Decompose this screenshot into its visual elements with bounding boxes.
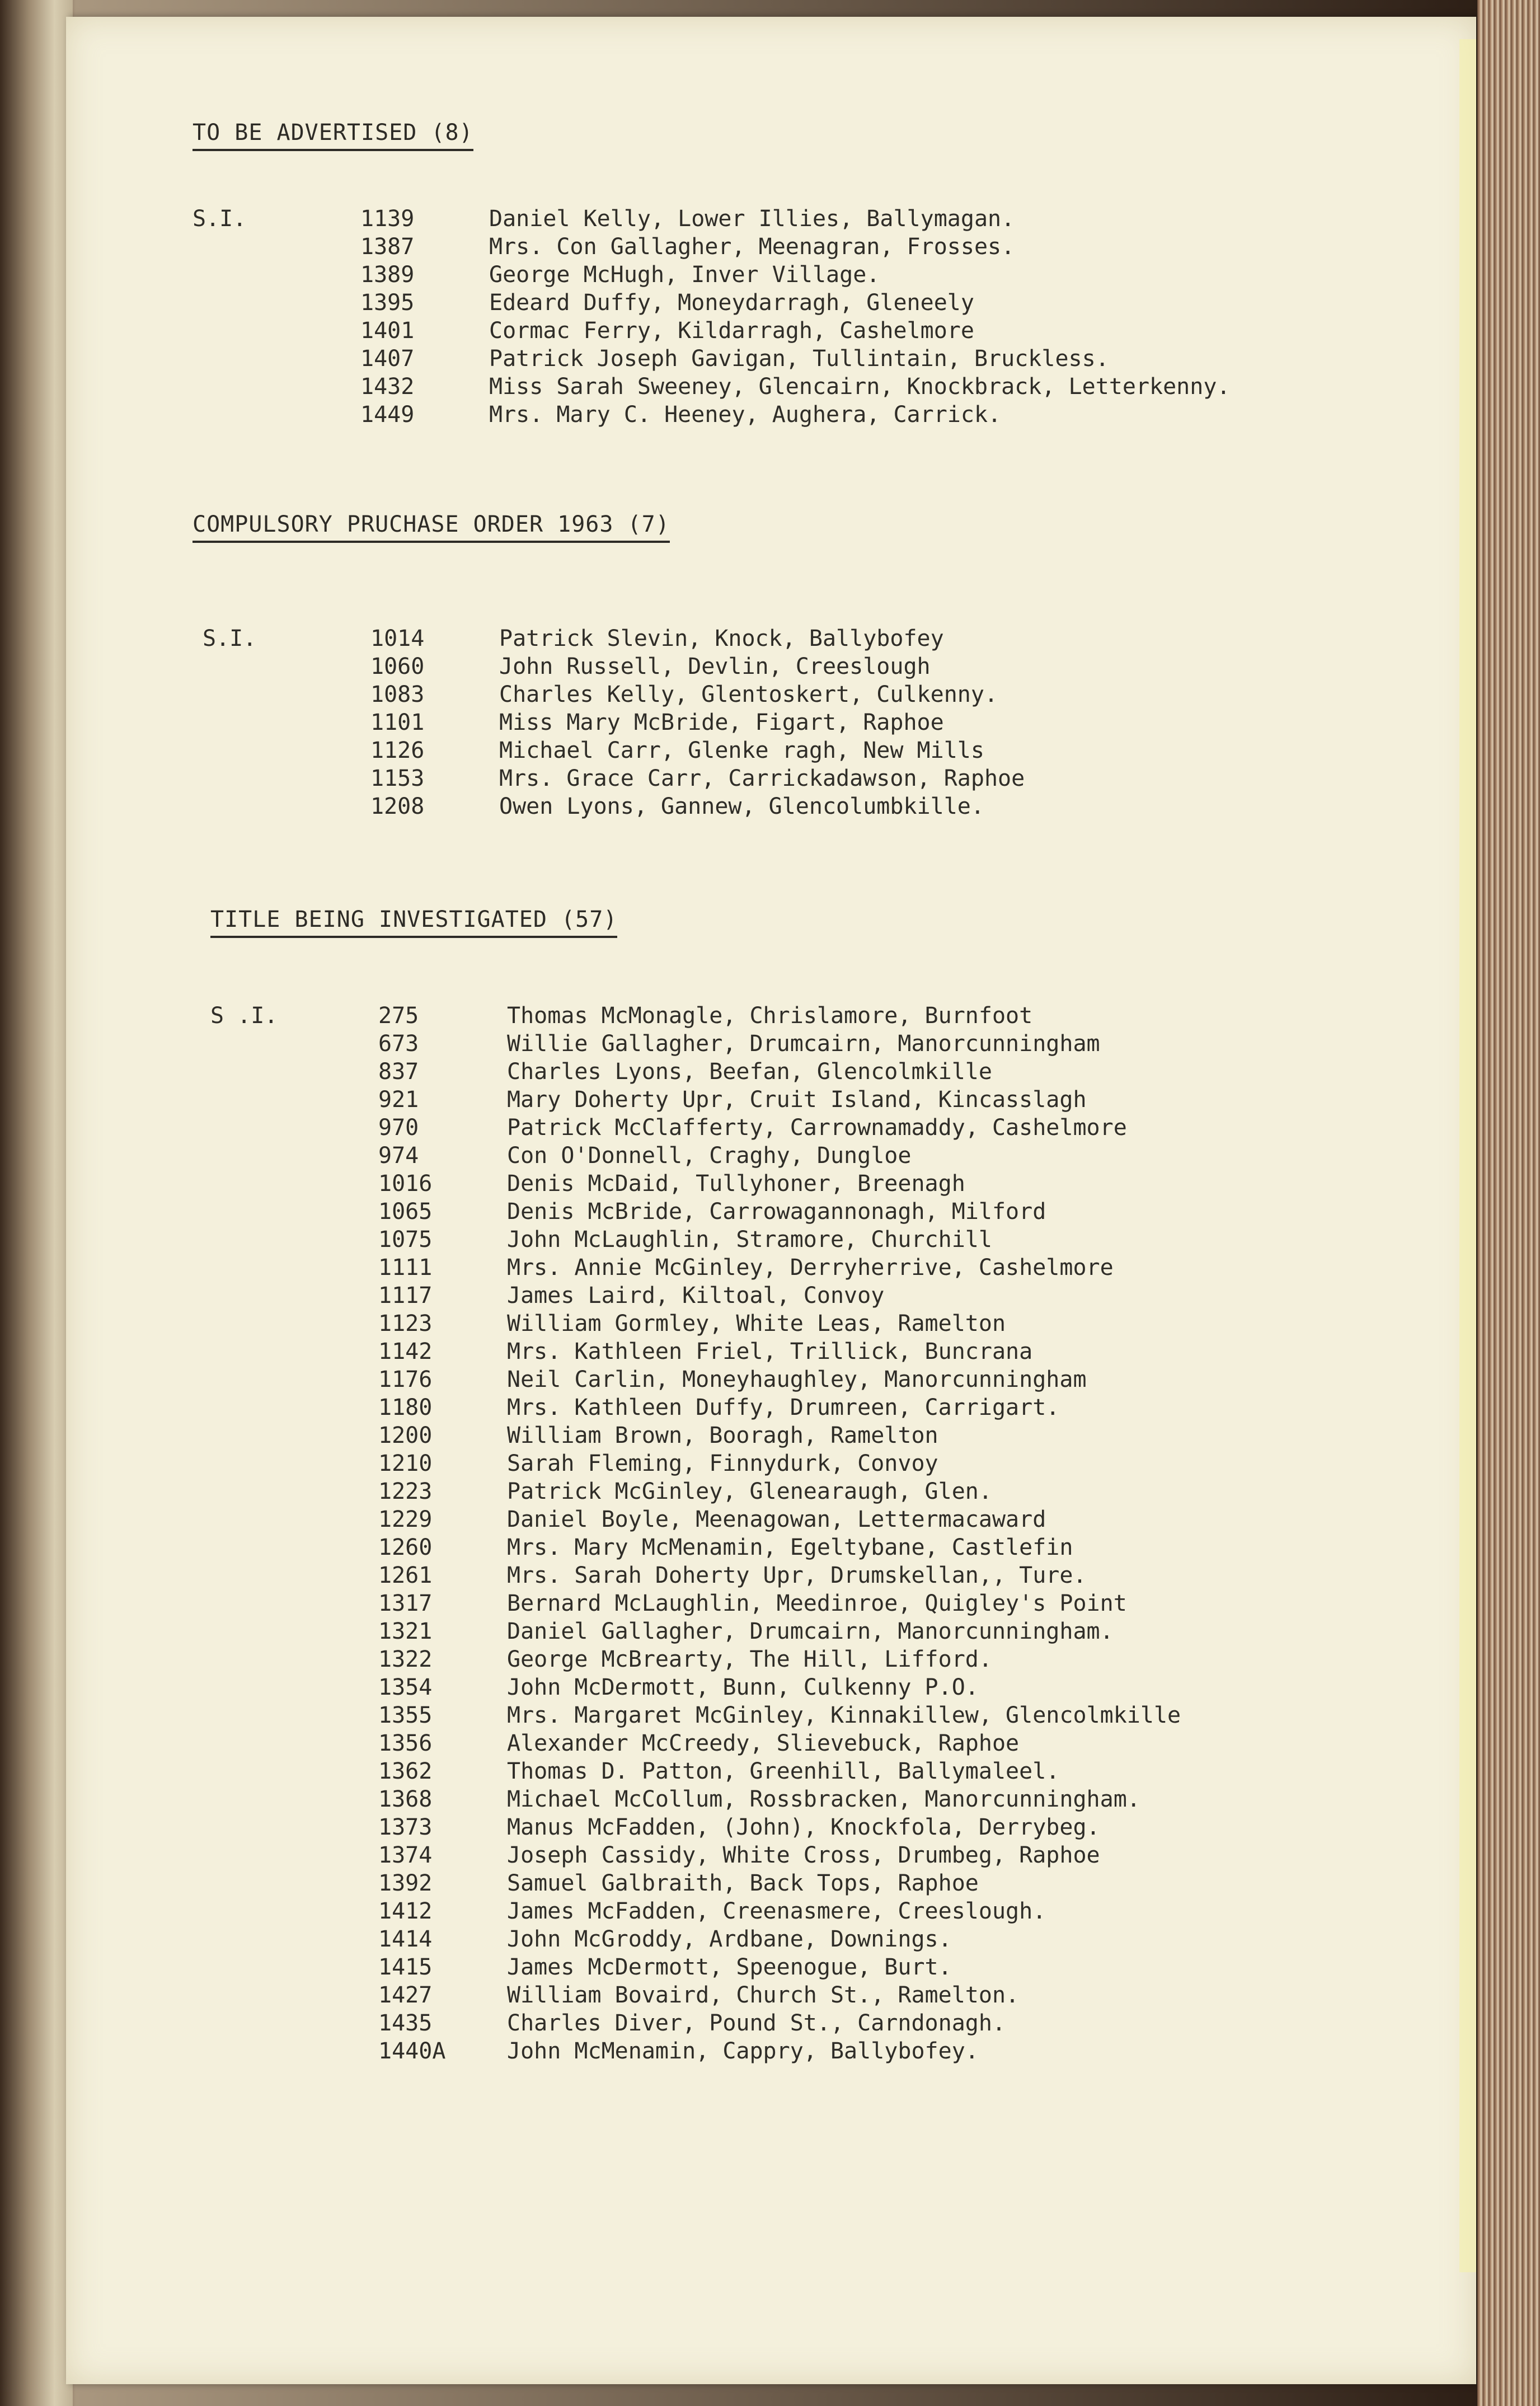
- entry-number: 1111: [378, 1255, 433, 1281]
- entry-number: 1412: [378, 1898, 433, 1924]
- list-item: [203, 681, 1434, 709]
- entry-name-address: Cormac Ferry, Kildarragh, Cashelmore: [489, 318, 974, 344]
- entry-number: 837: [378, 1059, 419, 1085]
- list-item: [210, 1030, 1442, 1058]
- list-item: [210, 1701, 1442, 1729]
- list-title-being-investigated: [210, 1002, 1442, 2065]
- entry-number: 1392: [378, 1870, 433, 1896]
- entry-name-address: Daniel Kelly, Lower Illies, Ballymagan.: [489, 206, 1015, 232]
- list-item: [210, 1981, 1442, 2009]
- entry-name-address: George McHugh, Inver Village.: [489, 262, 880, 288]
- entry-number: 970: [378, 1115, 419, 1141]
- list-item: [210, 1310, 1442, 1338]
- list-compulsory-purchase-order: [203, 625, 1434, 820]
- list-item: [210, 1058, 1442, 1086]
- entry-name-address: John McDermott, Bunn, Culkenny P.O.: [507, 1675, 979, 1700]
- entry-number: 1317: [378, 1591, 433, 1616]
- entry-number: 1180: [378, 1395, 433, 1420]
- entry-number: 1321: [378, 1619, 433, 1644]
- list-item: [203, 625, 1434, 653]
- entry-name-address: Michael McCollum, Rossbracken, Manorcunningham.: [507, 1786, 1140, 1812]
- list-item: [192, 205, 1424, 233]
- entry-name-address: Thomas D. Patton, Greenhill, Ballymaleel.: [507, 1758, 1060, 1784]
- entry-name-address: Mrs. Mary C. Heeney, Aughera, Carrick.: [489, 402, 1002, 428]
- entry-number: 1083: [370, 682, 425, 707]
- list-item: [210, 1170, 1442, 1198]
- entry-name-address: Mrs. Kathleen Friel, Trillick, Buncrana: [507, 1339, 1033, 1364]
- entry-name-address: John Russell, Devlin, Creeslough: [499, 654, 931, 679]
- entry-name-address: Neil Carlin, Moneyhaughley, Manorcunningham: [507, 1367, 1087, 1392]
- entry-name-address: Daniel Gallagher, Drumcairn, Manorcunningham.: [507, 1619, 1114, 1644]
- entry-number: 1389: [360, 262, 415, 288]
- list-item: [210, 1002, 1442, 1030]
- list-item: [203, 765, 1434, 792]
- entry-name-address: Charles Lyons, Beefan, Glencolmkille: [507, 1059, 992, 1085]
- entry-number: 1208: [370, 794, 425, 819]
- entry-name-address: Willie Gallagher, Drumcairn, Manorcunningham: [507, 1031, 1100, 1057]
- list-item: [210, 1897, 1442, 1925]
- entry-number: 1117: [378, 1283, 433, 1308]
- list-item: [210, 1282, 1442, 1310]
- entry-name-address: Mrs. Con Gallagher, Meenagran, Frosses.: [489, 234, 1015, 260]
- list-item: [210, 1589, 1442, 1617]
- entry-name-address: Edeard Duffy, Moneydarragh, Gleneely: [489, 290, 974, 316]
- list-item: [210, 1086, 1442, 1114]
- entry-number: 1368: [378, 1786, 433, 1812]
- entry-name-address: Mrs. Sarah Doherty Upr, Drumskellan,, Ture.: [507, 1563, 1087, 1588]
- list-item: [210, 1673, 1442, 1701]
- list-item: [203, 737, 1434, 765]
- entry-name-address: Patrick McGinley, Glenearaugh, Glen.: [507, 1479, 992, 1504]
- entry-number: 1401: [360, 318, 415, 344]
- section-title-to-be-advertised: TO BE ADVERTISED (8): [192, 120, 473, 151]
- entry-number: 1065: [378, 1199, 433, 1225]
- list-item: [192, 401, 1424, 429]
- entry-name-address: Manus McFadden, (John), Knockfola, Derrybeg.: [507, 1814, 1100, 1840]
- entry-name-address: William Brown, Booragh, Ramelton: [507, 1423, 938, 1448]
- entry-name-address: Charles Kelly, Glentoskert, Culkenny.: [499, 682, 998, 707]
- entry-number: 275: [378, 1003, 419, 1029]
- entry-name-address: Michael Carr, Glenke ragh, New Mills: [499, 738, 984, 763]
- list-item: [192, 233, 1424, 261]
- list-item: [210, 1757, 1442, 1785]
- list-item: [210, 1813, 1442, 1841]
- entry-name-address: Charles Diver, Pound St., Carndonagh.: [507, 2010, 1006, 2036]
- entry-number: 1261: [378, 1563, 433, 1588]
- entry-name-address: John McLaughlin, Stramore, Churchill: [507, 1227, 992, 1253]
- entry-number: 1060: [370, 654, 425, 679]
- list-item: [210, 1114, 1442, 1142]
- entry-number: 921: [378, 1087, 419, 1113]
- entry-name-address: James McFadden, Creenasmere, Creeslough.: [507, 1898, 1046, 1924]
- entry-number: 1354: [378, 1675, 433, 1700]
- list-item: [210, 2037, 1442, 2065]
- list-item: [210, 1869, 1442, 1897]
- entry-number: 1355: [378, 1703, 433, 1728]
- entry-number: 1322: [378, 1647, 433, 1672]
- page-marker-strip: [1459, 39, 1476, 2272]
- entry-name-address: James McDermott, Speenogue, Burt.: [507, 1954, 952, 1980]
- list-item: [210, 1729, 1442, 1757]
- list-item: [192, 289, 1424, 317]
- list-item: [210, 1422, 1442, 1450]
- entry-name-address: Mrs. Annie McGinley, Derryherrive, Cashelmore: [507, 1255, 1114, 1281]
- list-item: [210, 1645, 1442, 1673]
- entry-number: 1176: [378, 1367, 433, 1392]
- list-item: [210, 1478, 1442, 1505]
- list-item: [210, 1533, 1442, 1561]
- entry-number: 1432: [360, 374, 415, 400]
- entry-number: 1139: [360, 206, 415, 232]
- entry-number: 1415: [378, 1954, 433, 1980]
- entry-name-address: Thomas McMonagle, Chrislamore, Burnfoot: [507, 1003, 1033, 1029]
- list-to-be-advertised: [192, 205, 1424, 429]
- list-item: [210, 1841, 1442, 1869]
- statutory-instrument-label: S.I.: [192, 206, 247, 232]
- entry-name-address: Sarah Fleming, Finnydurk, Convoy: [507, 1451, 938, 1476]
- entry-number: 1362: [378, 1758, 433, 1784]
- list-item: [210, 1785, 1442, 1813]
- list-item: [210, 1450, 1442, 1478]
- entry-name-address: Alexander McCreedy, Slievebuck, Raphoe: [507, 1730, 1020, 1756]
- entry-name-address: Mrs. Margaret McGinley, Kinnakillew, Glencolmkille: [507, 1703, 1181, 1728]
- list-item: [210, 1953, 1442, 1981]
- entry-name-address: Bernard McLaughlin, Meedinroe, Quigley's Point: [507, 1591, 1127, 1616]
- list-item: [203, 653, 1434, 681]
- section-title-title-being-investigated: TITLE BEING INVESTIGATED (57): [210, 907, 617, 938]
- entry-number: 1200: [378, 1423, 433, 1448]
- entry-name-address: George McBrearty, The Hill, Lifford.: [507, 1647, 992, 1672]
- list-item: [210, 1925, 1442, 1953]
- section-title-compulsory-purchase-order: COMPULSORY PRUCHASE ORDER 1963 (7): [192, 512, 670, 543]
- entry-number: 1414: [378, 1926, 433, 1952]
- entry-name-address: Miss Sarah Sweeney, Glencairn, Knockbrack, Letterkenny.: [489, 374, 1231, 400]
- entry-number: 1075: [378, 1227, 433, 1253]
- entry-number: 974: [378, 1143, 419, 1169]
- entry-number: 1427: [378, 1982, 433, 2008]
- entry-number: 1407: [360, 346, 415, 372]
- entry-number: 1435: [378, 2010, 433, 2036]
- entry-number: 1356: [378, 1730, 433, 1756]
- entry-number: 1126: [370, 738, 425, 763]
- list-item: [192, 373, 1424, 401]
- entry-name-address: Denis McDaid, Tullyhoner, Breenagh: [507, 1171, 965, 1197]
- entry-name-address: William Gormley, White Leas, Ramelton: [507, 1311, 1006, 1336]
- statutory-instrument-label: S .I.: [210, 1003, 278, 1029]
- entry-number: 1260: [378, 1535, 433, 1560]
- entry-name-address: Owen Lyons, Gannew, Glencolumbkille.: [499, 794, 984, 819]
- list-item: [203, 792, 1434, 820]
- list-item: [192, 261, 1424, 289]
- list-item: [210, 1505, 1442, 1533]
- list-item: [210, 1561, 1442, 1589]
- entry-name-address: John McMenamin, Cappry, Ballybofey.: [507, 2038, 979, 2064]
- entry-name-address: Daniel Boyle, Meenagowan, Lettermacaward: [507, 1507, 1046, 1532]
- entry-name-address: Denis McBride, Carrowagannonagh, Milford: [507, 1199, 1046, 1225]
- entry-name-address: Joseph Cassidy, White Cross, Drumbeg, Raphoe: [507, 1842, 1100, 1868]
- entry-name-address: James Laird, Kiltoal, Convoy: [507, 1283, 885, 1308]
- list-item: [210, 2009, 1442, 2037]
- entry-name-address: William Bovaird, Church St., Ramelton.: [507, 1982, 1020, 2008]
- list-item: [210, 1198, 1442, 1226]
- ledger-page: [66, 17, 1476, 2384]
- entry-number: 1210: [378, 1451, 433, 1476]
- left-page-edge: [0, 0, 73, 2406]
- entry-number: 1016: [378, 1171, 433, 1197]
- entry-number: 1142: [378, 1339, 433, 1364]
- entry-number: 1387: [360, 234, 415, 260]
- entry-name-address: Con O'Donnell, Craghy, Dungloe: [507, 1143, 912, 1169]
- list-item: [210, 1338, 1442, 1366]
- entry-name-address: Patrick Slevin, Knock, Ballybofey: [499, 626, 944, 651]
- entry-number: 1223: [378, 1479, 433, 1504]
- entry-name-address: Patrick McClafferty, Carrownamaddy, Cashelmore: [507, 1115, 1127, 1141]
- entry-name-address: Mary Doherty Upr, Cruit Island, Kincasslagh: [507, 1087, 1087, 1113]
- entry-number: 1395: [360, 290, 415, 316]
- entry-name-address: Mrs. Mary McMenamin, Egeltybane, Castlefin: [507, 1535, 1073, 1560]
- entry-name-address: Mrs. Grace Carr, Carrickadawson, Raphoe: [499, 766, 1025, 791]
- entry-number: 673: [378, 1031, 419, 1057]
- list-item: [210, 1617, 1442, 1645]
- list-item: [210, 1226, 1442, 1254]
- entry-number: 1014: [370, 626, 425, 651]
- entry-number: 1449: [360, 402, 415, 428]
- book-right-edge: [1477, 0, 1540, 2406]
- entry-name-address: John McGroddy, Ardbane, Downings.: [507, 1926, 952, 1952]
- entry-name-address: Mrs. Kathleen Duffy, Drumreen, Carrigart.: [507, 1395, 1060, 1420]
- entry-name-address: Samuel Galbraith, Back Tops, Raphoe: [507, 1870, 979, 1896]
- entry-number: 1229: [378, 1507, 433, 1532]
- list-item: [192, 317, 1424, 345]
- list-item: [210, 1394, 1442, 1422]
- entry-name-address: Patrick Joseph Gavigan, Tullintain, Bruckless.: [489, 346, 1109, 372]
- list-item: [203, 709, 1434, 737]
- list-item: [210, 1142, 1442, 1170]
- entry-number: 1101: [370, 710, 425, 735]
- statutory-instrument-label: S.I.: [203, 626, 257, 651]
- list-item: [210, 1254, 1442, 1282]
- entry-number: 1373: [378, 1814, 433, 1840]
- entry-number: 1440A: [378, 2038, 446, 2064]
- list-item: [192, 345, 1424, 373]
- entry-name-address: Miss Mary McBride, Figart, Raphoe: [499, 710, 944, 735]
- entry-number: 1153: [370, 766, 425, 791]
- entry-number: 1374: [378, 1842, 433, 1868]
- list-item: [210, 1366, 1442, 1394]
- entry-number: 1123: [378, 1311, 433, 1336]
